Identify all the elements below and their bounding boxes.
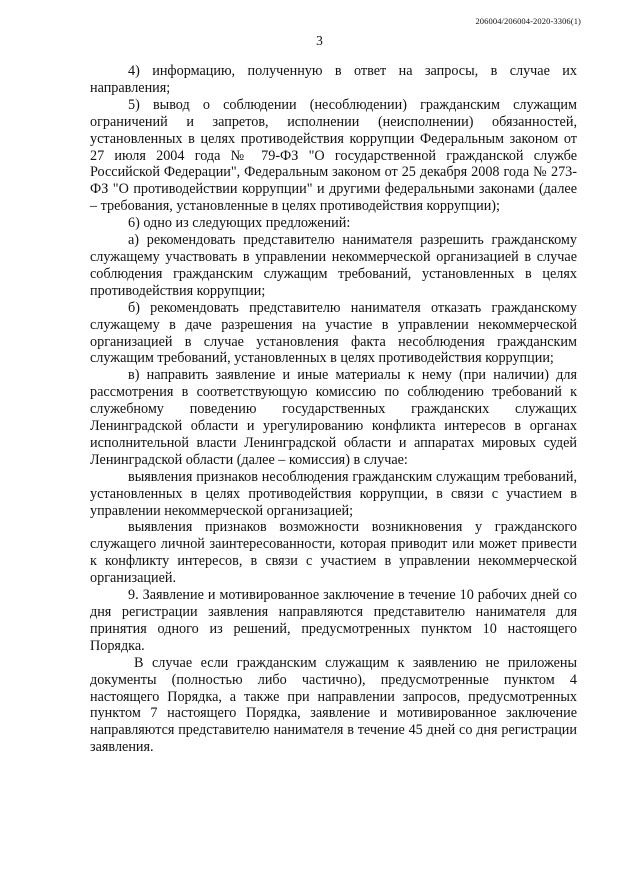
paragraph-option-b: б) рекомендовать представителю нанимателя отказать гражданскому служащему в даче разрешения на участие в управлении некоммерческой организацией в случае установления факта несоблюдения гражданским служащим требований, установленных в целях противодействия коррупции; [90,299,577,367]
document-body [90,63,577,756]
paragraph-item-5: 5) вывод о соблюдении (несоблюдении) гражданским служащим ограничений и запретов, исполнении (неисполнении) обязанностей, установленных в целях противодействия коррупции Федеральным законом от 27 июля 2004 года № 79-ФЗ "О государственной гражданской службе Российской Федерации", Федеральным законом от 25 декабря 2008 года № 273-ФЗ "О противодействии коррупции" и другими федеральными законами (далее – требования, установленные в целях противодействия коррупции); [90,96,577,215]
paragraph-case-1: выявления признаков несоблюдения гражданским служащим требований, установленных в целях противодействия коррупции, в связи с участием в управлении некоммерческой организацией; [90,468,577,519]
paragraph-item-6: 6) одно из следующих предложений: [128,215,351,232]
paragraph-option-a: а) рекомендовать представителю нанимателя разрешить гражданскому служащему участвовать в управлении некоммерческой организацией в случае соблюдения гражданским служащим требований, установленных в целях противодействия коррупции; [90,232,577,299]
paragraph-case-2: выявления признаков возможности возникновения у гражданского служащего личной заинтересованности, которая приводит или может привести к конфликту интересов, в связи с участием в управлении некоммерческой организацией. [90,519,577,587]
paragraph-item-4: 4) информацию, полученную в ответ на запросы, в случае их направления; [90,63,577,96]
page-number: 3 [316,33,323,48]
paragraph-clause-9: 9. Заявление и мотивированное заключение в течение 10 рабочих дней со дня регистрации заявления направляются представителю нанимателя для принятия одного из решений, предусмотренных пунктом 10 настоящего Порядка. [90,587,577,654]
paragraph-clause-9-exception: В случае если гражданским служащим к заявлению не приложены документы (полностью либо частично), предусмотренные пунктом 4 настоящего Порядка, а также при направлении запросов, предусмотренных пунктом 7 настоящего Порядка, заявление и мотивированное заключение направляются представителю нанимателя в течение 45 дней со дня регистрации заявления. [90,654,577,756]
document-id: 206004/206004-2020-3306(1) [475,16,581,26]
paragraph-option-v: в) направить заявление и иные материалы к нему (при наличии) для рассмотрения в соответствующую комиссию по соблюдению требований к служебному поведению государственных гражданских служащих Ленинградской области и урегулированию конфликта интересов в органах исполнительной власти Ленинградской области и аппаратах мировых судей Ленинградской области (далее – комиссия) в случае: [90,367,577,468]
